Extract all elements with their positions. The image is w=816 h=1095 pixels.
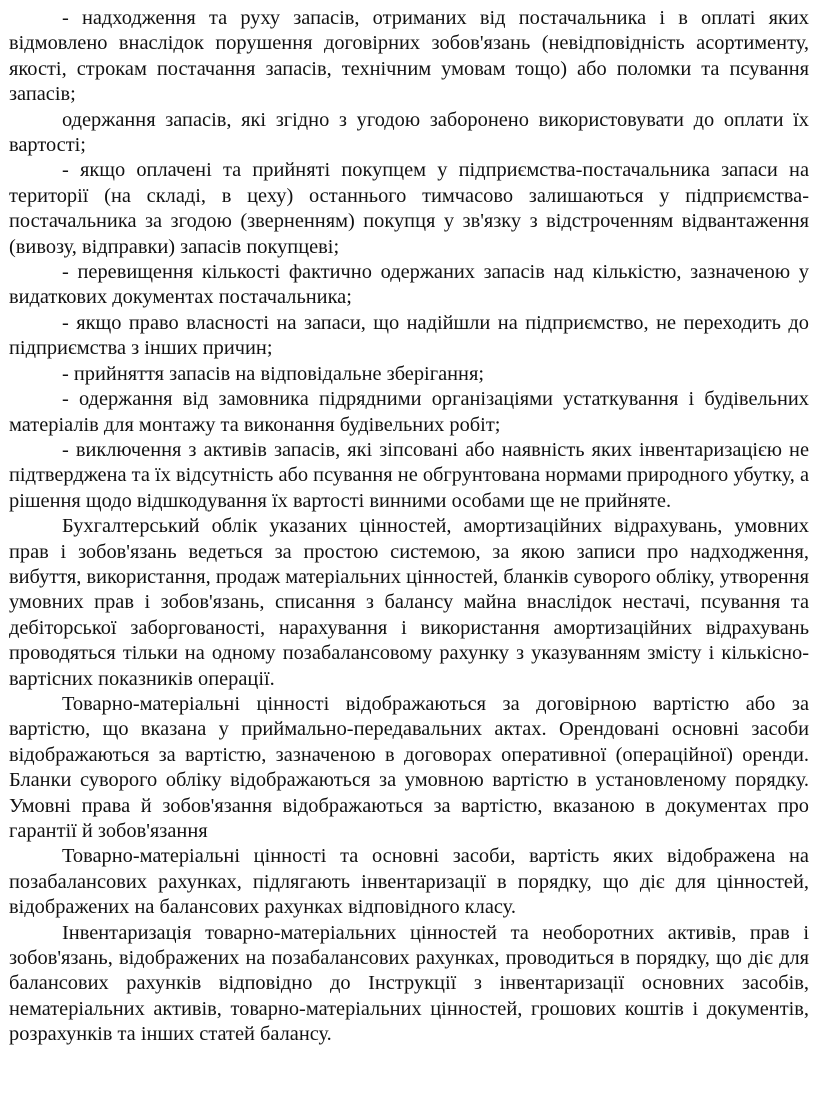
paragraph-deferred-shipment: - якщо оплачені та прийняті покупцем у підприємства-постачальника запаси на території (на складі, в цеху) останнього тимчасово залишаються у підприємства-постачальника за згодою (зверненням) покупця у зв'язку з відстроченням відвантаження (вивозу, відправки) запасів покупцеві; (9, 159, 809, 258)
paragraph-shipment-refusal: - надходження та руху запасів, отриманих від постачальника і в оплаті яких відмовлено внаслідок порушення договірних зобов'язань (невідповідність асортименту, якості, строкам постачання запасів, технічним умовам тощо) або поломки та псування запасів; (9, 7, 809, 106)
paragraph-prohibited-use: одержання запасів, які згідно з угодою заборонено використовувати до оплати їх вартості; (9, 108, 809, 157)
paragraph-accounting-system: Бухгалтерський облік указаних цінностей, амортизаційних відрахувань, умовних прав і зобов'язань ведеться за простою системою, за якою записи про надходження, вибуття, використання, продаж матеріальних цінностей, бланків суворого обліку, утворення умовних прав і зобов'язань, списання з балансу майна внаслідок нестачі, псування та дебіторської заборгованості, нарахування і використання амортизаційних відрахувань проводяться тільки на одному позабалансовому рахунку з указуванням змісту і кількісно-вартісних показників операції. (9, 515, 809, 690)
paragraph-safekeeping: - прийняття запасів на відповідальне зберігання; (62, 362, 485, 385)
paragraph-contractor-materials: - одержання від замовника підрядними організаціями устаткування і будівельних матеріалів для монтажу та виконання будівельних робіт; (9, 388, 809, 436)
paragraph-write-off: - виключення з активів запасів, які зіпсовані або наявність яких інвентаризацією не підтверджена та їх відсутність або псування не обгрунтована нормами природного убутку, а рішення щодо відшкодування їх вартості винними особами ще не прийняте. (9, 438, 809, 512)
paragraph-inventory-obligation: Товарно-матеріальні цінності та основні засоби, вартість яких відображена на позабалансових рахунках, підлягають інвентаризації в порядку, що діє для цінностей, відображених на балансових рахунках відповідного класу. (9, 845, 809, 919)
paragraph-inventory-procedure: Інвентаризація товарно-матеріальних цінностей та необоротних активів, прав і зобов'язань, відображених на позабалансових рахунках, проводиться в порядку, що діє для балансових рахунків відповідно до Інструкції з інвентаризації основних засобів, нематеріальних активів, товарно-матеріальних цінностей, грошових коштів і документів, розрахунків та інших статей балансу. (9, 921, 809, 1046)
paragraph-valuation: Товарно-матеріальні цінності відображаються за договірною вартістю або за вартістю, що вказана у приймально-передавальних актах. Орендовані основні засоби відображаються за вартістю, зазначеною в договорах оперативної (операційної) оренди. Бланки суворого обліку відображаються за умовною вартістю в установленому порядку. Умовні права й зобов'язання відображаються за вартістю, вказаною в документах про гарантії й зобов'язання (9, 692, 809, 842)
paragraph-ownership: - якщо право власності на запаси, що надійшли на підприємство, не переходить до підприємства з інших причин; (9, 311, 809, 360)
paragraph-excess-quantity: - перевищення кількості фактично одержаних запасів над кількістю, зазначеною у видаткових документах постачальника; (9, 261, 809, 309)
